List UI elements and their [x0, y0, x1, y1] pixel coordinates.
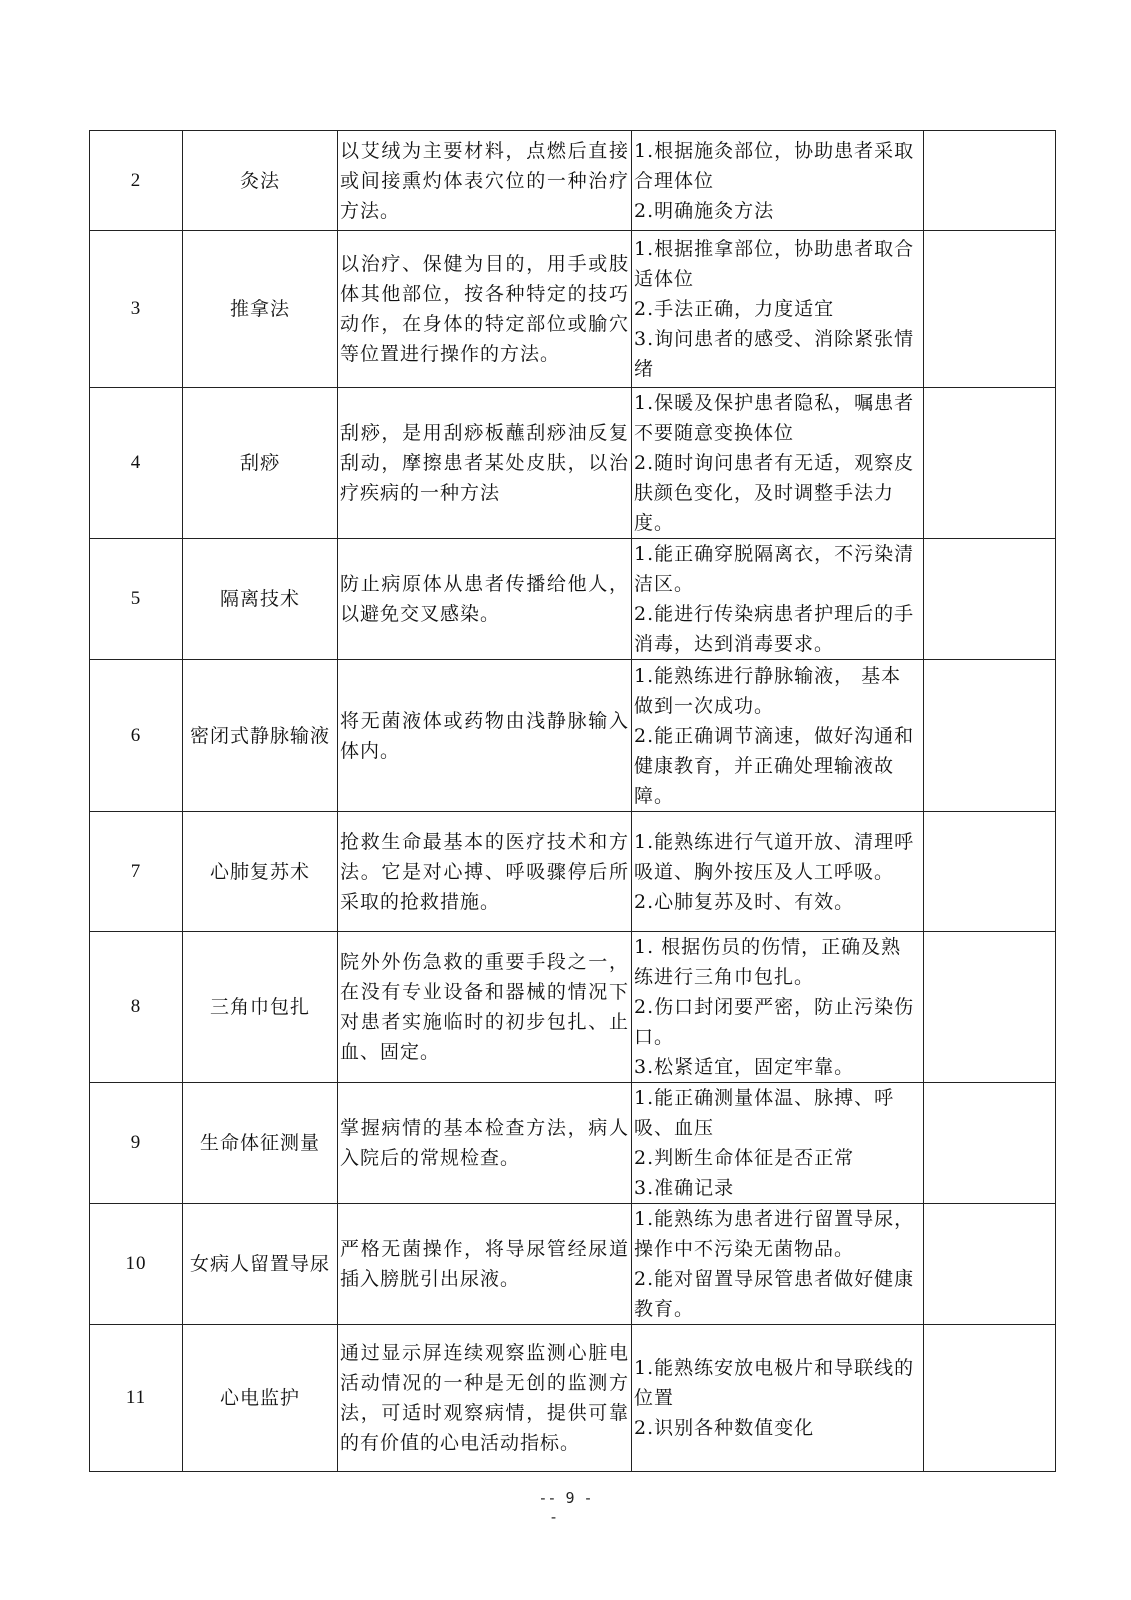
requirement-line: 3.准确记录 — [634, 1177, 735, 1199]
requirement-line: 1.能熟练安放电极片和导联线的位置 — [634, 1357, 915, 1409]
requirement-line: 2.判断生命体征是否正常 — [634, 1147, 855, 1169]
skill-definition: 防止病原体从患者传播给他人，以避免交叉感染。 — [338, 539, 632, 660]
requirement-line: 1.保暖及保护患者隐私，嘱患者不要随意变换体位 — [634, 392, 915, 444]
requirement-line: 2.心肺复苏及时、有效。 — [634, 890, 855, 913]
skill-requirements — [632, 812, 924, 932]
row-number: 11 — [90, 1325, 183, 1472]
skill-name: 女病人留置导尿 — [183, 1204, 338, 1325]
skill-name: 密闭式静脉输液 — [183, 660, 338, 812]
page-footer — [0, 1489, 1131, 1527]
table-row — [90, 539, 1056, 660]
table-row — [90, 388, 1056, 539]
skill-definition: 严格无菌操作，将导尿管经尿道插入膀胱引出尿液。 — [338, 1204, 632, 1325]
requirement-line: 2.伤口封闭要严密，防止污染伤口。 — [634, 996, 915, 1048]
requirement-line: 1.能正确穿脱隔离衣，不污染清洁区。 — [634, 543, 915, 595]
requirement-line: 2.识别各种数值变化 — [634, 1417, 815, 1439]
requirement-line: 1.能正确测量体温、脉搏、呼吸、血压 — [634, 1087, 895, 1139]
skill-name: 三角巾包扎 — [183, 932, 338, 1083]
table-row — [90, 932, 1056, 1083]
skill-definition: 抢救生命最基本的医疗技术和方法。它是对心搏、呼吸骤停后所采取的抢救措施。 — [338, 812, 632, 932]
row-number: 4 — [90, 388, 183, 539]
skill-definition: 以治疗、保健为目的，用手或肢体其他部位，按各种特定的技巧动作，在身体的特定部位或腧穴等位置进行操作的方法。 — [338, 231, 632, 388]
row-number: 2 — [90, 131, 183, 231]
notes-cell — [924, 1083, 1056, 1204]
requirement-line: 2.明确施灸方法 — [634, 199, 775, 222]
skill-name: 隔离技术 — [183, 539, 338, 660]
skill-definition: 将无菌液体或药物由浅静脉输入体内。 — [338, 660, 632, 812]
table-row — [90, 131, 1056, 231]
skill-requirements — [632, 231, 924, 388]
notes-cell — [924, 812, 1056, 932]
page-number: -- 9 - — [538, 1489, 593, 1507]
skill-requirements — [632, 388, 924, 539]
skill-definition: 刮痧，是用刮痧板蘸刮痧油反复刮动，摩擦患者某处皮肤，以治疗疾病的一种方法 — [338, 388, 632, 539]
requirement-line: 3.松紧适宜，固定牢靠。 — [634, 1056, 855, 1078]
skill-requirements — [632, 539, 924, 660]
notes-cell — [924, 660, 1056, 812]
notes-cell — [924, 539, 1056, 660]
skill-definition: 院外外伤急救的重要手段之一，在没有专业设备和器械的情况下对患者实施临时的初步包扎、止血、固定。 — [338, 932, 632, 1083]
skill-name: 生命体征测量 — [183, 1083, 338, 1204]
row-number: 3 — [90, 231, 183, 388]
table-row — [90, 1204, 1056, 1325]
skill-requirements — [632, 1204, 924, 1325]
notes-cell — [924, 131, 1056, 231]
requirement-line: 1.能熟练进行静脉输液， 基本做到一次成功。 — [634, 664, 902, 717]
skills-table — [89, 130, 1056, 1472]
table-row — [90, 1325, 1056, 1472]
skill-name: 心肺复苏术 — [183, 812, 338, 932]
skill-requirements — [632, 932, 924, 1083]
requirement-line: 2.随时询问患者有无适，观察皮肤颜色变化，及时调整手法力度。 — [634, 452, 915, 534]
notes-cell — [924, 932, 1056, 1083]
requirement-line: 1.根据施灸部位，协助患者采取合理体位 — [634, 139, 915, 192]
requirement-line: 1.能熟练为患者进行留置导尿，操作中不污染无菌物品。 — [634, 1208, 915, 1260]
requirement-line: 1.能熟练进行气道开放、清理呼吸道、胸外按压及人工呼吸。 — [634, 830, 915, 883]
requirement-line: 1.根据推拿部位，协助患者取合适体位 — [634, 238, 915, 290]
row-number: 7 — [90, 812, 183, 932]
row-number: 9 — [90, 1083, 183, 1204]
requirement-line: 2.能对留置导尿管患者做好健康教育。 — [634, 1268, 915, 1320]
requirement-line: 2.手法正确，力度适宜 — [634, 298, 835, 320]
row-number: 6 — [90, 660, 183, 812]
skill-requirements — [632, 1325, 924, 1472]
notes-cell — [924, 231, 1056, 388]
skill-definition: 以艾绒为主要材料，点燃后直接或间接熏灼体表穴位的一种治疗方法。 — [338, 131, 632, 231]
skill-requirements — [632, 131, 924, 231]
notes-cell — [924, 1204, 1056, 1325]
requirement-line: 3.询问患者的感受、消除紧张情绪 — [634, 328, 915, 380]
requirement-line: 1. 根据伤员的伤情，正确及熟练进行三角巾包扎。 — [634, 936, 902, 988]
row-number: 10 — [90, 1204, 183, 1325]
skill-definition: 掌握病情的基本检查方法，病人入院后的常规检查。 — [338, 1083, 632, 1204]
table-row — [90, 660, 1056, 812]
footer-dash: - — [548, 1508, 559, 1526]
notes-cell — [924, 1325, 1056, 1472]
skill-definition: 通过显示屏连续观察监测心脏电活动情况的一种是无创的监测方法，可适时观察病情，提供可靠的有价值的心电活动指标。 — [338, 1325, 632, 1472]
table-row — [90, 1083, 1056, 1204]
skill-requirements — [632, 660, 924, 812]
row-number: 8 — [90, 932, 183, 1083]
requirement-line: 2.能进行传染病患者护理后的手消毒，达到消毒要求。 — [634, 603, 915, 655]
skill-name: 灸法 — [183, 131, 338, 231]
skill-requirements — [632, 1083, 924, 1204]
row-number: 5 — [90, 539, 183, 660]
table-row — [90, 812, 1056, 932]
skill-name: 心电监护 — [183, 1325, 338, 1472]
requirement-line: 2.能正确调节滴速，做好沟通和健康教育，并正确处理输液故障。 — [634, 724, 915, 807]
skill-name: 推拿法 — [183, 231, 338, 388]
notes-cell — [924, 388, 1056, 539]
table-row — [90, 231, 1056, 388]
skill-name: 刮痧 — [183, 388, 338, 539]
